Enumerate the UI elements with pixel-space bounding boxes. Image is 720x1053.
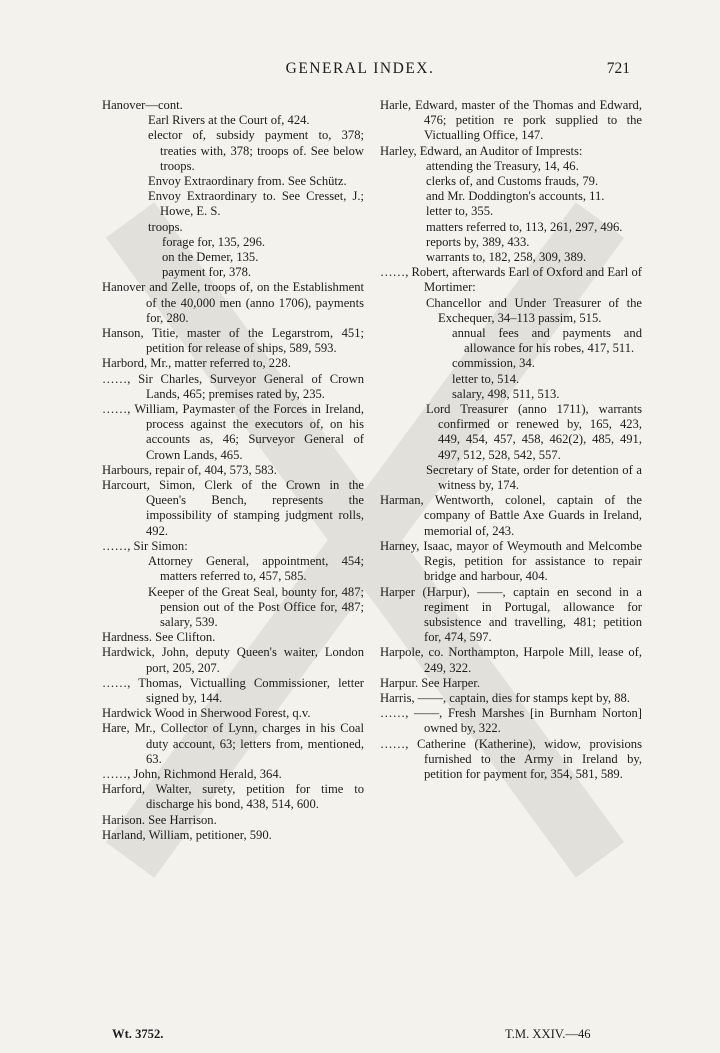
index-entry: Hanover—cont. [102, 98, 183, 112]
signature-mark: T.M. XXIV.—46 [505, 1027, 591, 1041]
index-entry: Harpur. See Harper. [380, 675, 481, 690]
index-entry: ……, William, Paymaster of the Forces in Ireland, process against the executors of, on his accounts as, 46; Surveyor General of Crown Lands, 465. [102, 402, 364, 462]
index-entry: Harle, Edward, master of the Thomas and Edward, 476; petition re pork supplied to the Victualling Office, 147. [380, 98, 642, 143]
index-entry: clerks of, and Customs frauds, 79. [426, 174, 599, 189]
page-footer [0, 1027, 720, 1043]
index-entry: Harley, Edward, an Auditor of Imprests: [380, 143, 583, 158]
index-column-right [380, 98, 642, 782]
index-entry: ……, Catherine (Katherine), widow, provisions furnished to the Army in Ireland by, petition for payment for, 354, 581, 589. [380, 736, 642, 781]
index-entry: Hardwick Wood in Sherwood Forest, q.v. [102, 706, 311, 721]
index-entry: Harpole, co. Northampton, Harpole Mill, lease of, 249, 322. [380, 645, 642, 675]
index-entry: Harper (Harpur), ——, captain en second in a regiment in Portugal, allowance for subsistence and travelling, 481; petition for, 474, 597. [380, 584, 642, 645]
index-entry: Harbours, repair of, 404, 573, 583. [102, 462, 277, 477]
index-entry: Harman, Wentworth, colonel, captain of the company of Battle Axe Guards in Ireland, memorial of, 243. [380, 493, 642, 538]
index-entry: Envoy Extraordinary from. See Schütz. [148, 174, 347, 189]
index-entry: warrants to, 182, 258, 309, 389. [426, 250, 587, 265]
index-entry: Harison. See Harrison. [102, 812, 217, 827]
index-entry: letter to, 355. [426, 204, 494, 219]
index-entry: Harris, ——, captain, dies for stamps kept by, 88. [380, 690, 630, 705]
index-entry: Harland, William, petitioner, 590. [102, 827, 272, 842]
index-entry: Attorney General, appointment, 454; matters referred to, 457, 585. [148, 554, 364, 584]
index-entry: salary, 498, 511, 513. [452, 386, 560, 401]
index-entry: reports by, 389, 433. [426, 234, 530, 249]
printer-mark: Wt. 3752. [112, 1027, 164, 1041]
index-entry: Hanover and Zelle, troops of, on the Establishment of the 40,000 men (anno 1706), payments for, 280. [102, 280, 364, 325]
index-entry: Earl Rivers at the Court of, 424. [148, 113, 310, 128]
index-entry: Secretary of State, order for detention of a witness by, 174. [426, 462, 642, 493]
index-entry: on the Demer, 135. [162, 250, 259, 265]
page-header [0, 60, 720, 84]
index-entry: Harford, Walter, surety, petition for time to discharge his bond, 438, 514, 600. [102, 782, 364, 812]
index-entry: elector of, subsidy payment to, 378; treaties with, 378; troops of. See below troops. [148, 128, 364, 173]
index-entry: Hanson, Titie, master of the Legarstrom, 451; petition for release of ships, 589, 593. [102, 326, 364, 356]
index-entry: Hardness. See Clifton. [102, 630, 216, 645]
index-entry: ……, Sir Charles, Surveyor General of Crown Lands, 465; premises rated by, 235. [102, 371, 364, 401]
index-entry: Hardwick, John, deputy Queen's waiter, London port, 205, 207. [102, 645, 364, 675]
index-entry: commission, 34. [452, 356, 535, 371]
index-entry: letter to, 514. [452, 371, 520, 386]
index-entry: ……, John, Richmond Herald, 364. [102, 766, 282, 781]
index-entry: ……, Thomas, Victualling Commissioner, letter signed by, 144. [102, 675, 364, 705]
index-entry: and Mr. Doddington's accounts, 11. [426, 189, 605, 204]
index-entry: Chancellor and Under Treasurer of the Exchequer, 34–113 passim, 515. [426, 295, 642, 325]
index-entry: attending the Treasury, 14, 46. [426, 158, 579, 173]
index-entry: matters referred to, 113, 261, 297, 496. [426, 219, 623, 234]
index-entry: Harcourt, Simon, Clerk of the Crown in the Queen's Bench, represents the impossibility of stamping judgment rolls, 492. [102, 478, 364, 538]
index-column-left [102, 98, 364, 843]
running-title: GENERAL INDEX. [285, 60, 435, 77]
index-entry: ……, Robert, afterwards Earl of Oxford and Earl of Mortimer: [380, 265, 642, 295]
index-entry: Envoy Extraordinary to. See Cresset, J.; Howe, E. S. [148, 189, 364, 219]
index-entry: Harney, Isaac, mayor of Weymouth and Melcombe Regis, petition for assistance to repair bridge and harbour, 404. [380, 538, 642, 584]
index-entry: ……, ——, Fresh Marshes [in Burnham Norton] owned by, 322. [380, 706, 642, 736]
index-entry: annual fees and payments and allowance for his robes, 417, 511. [452, 326, 642, 356]
index-entry: Keeper of the Great Seal, bounty for, 487; pension out of the Post Office for, 487; salary, 539. [148, 584, 364, 629]
index-entry: Harbord, Mr., matter referred to, 228. [102, 356, 291, 371]
index-entry: ……, Sir Simon: [102, 538, 188, 553]
index-entry: forage for, 135, 296. [162, 234, 266, 249]
index-entry: Lord Treasurer (anno 1711), warrants confirmed or renewed by, 165, 423, 449, 454, 457, 458, 462(2), 485, 491, 497, 512, 528, 542, 557. [426, 402, 642, 462]
index-entry: Hare, Mr., Collector of Lynn, charges in his Coal duty account, 63; letters from, mentioned, 63. [102, 721, 364, 766]
index-entry: troops. [148, 219, 183, 234]
index-entry: payment for, 378. [162, 265, 252, 280]
page-number: 721 [606, 60, 630, 77]
